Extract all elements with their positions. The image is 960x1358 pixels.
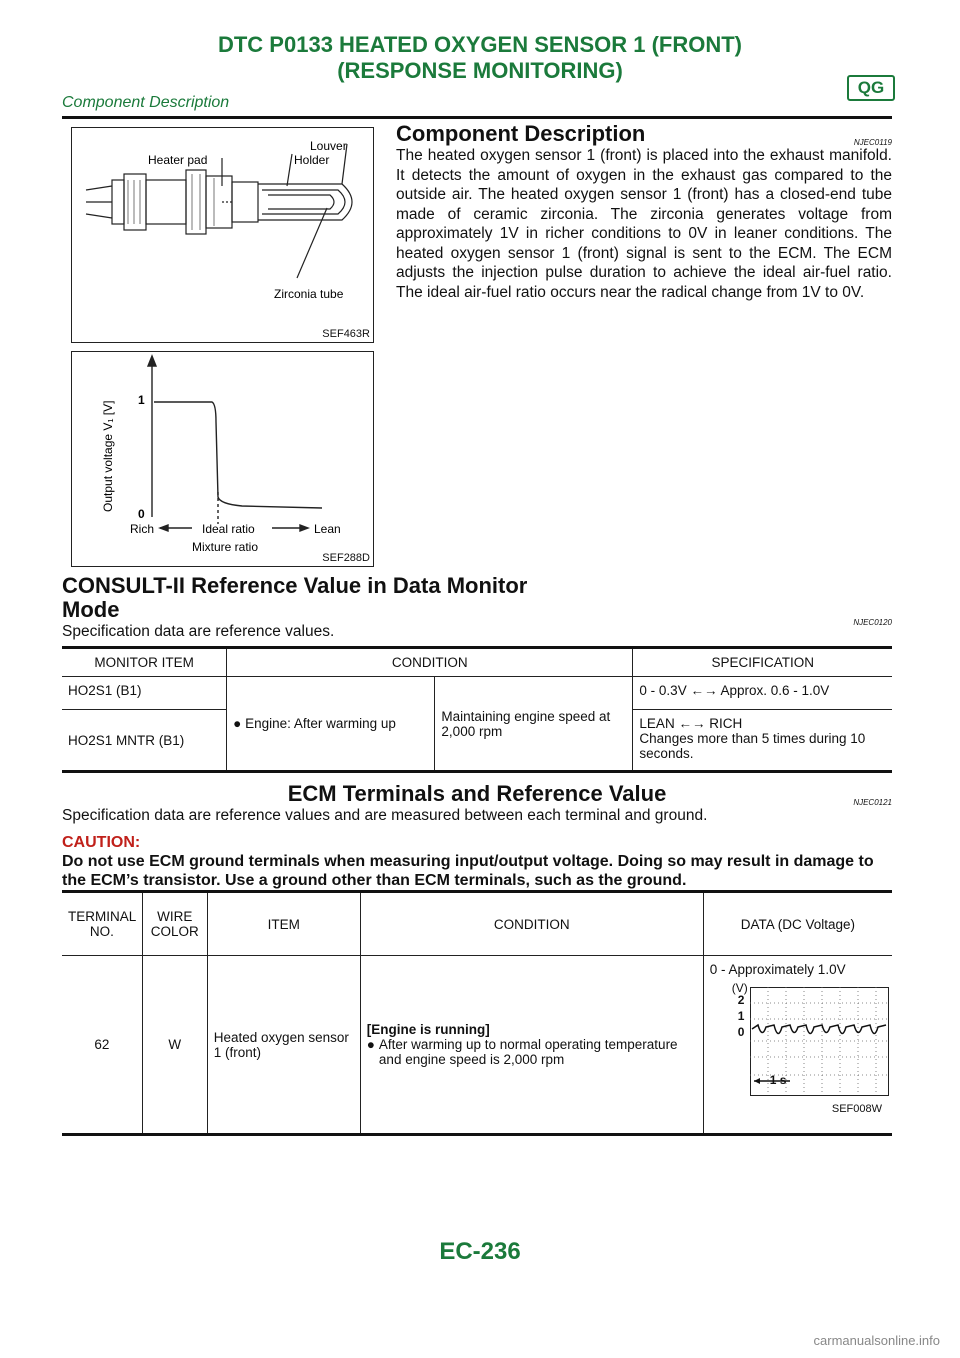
condition-warmup-text: Engine: After warming up xyxy=(245,716,396,731)
table-row xyxy=(62,677,892,710)
caution-title: CAUTION: xyxy=(62,833,141,851)
sensor-diagram xyxy=(72,128,373,342)
condition-bullet: ● After warming up to normal operating temperature and engine speed is 2,000 rpm xyxy=(367,1037,697,1067)
col-monitor-item: MONITOR ITEM xyxy=(62,648,227,677)
x-axis-label: Mixture ratio xyxy=(192,540,259,554)
table-header-row xyxy=(62,892,892,956)
y-tick-0: 0 xyxy=(138,507,145,521)
col-data: DATA (DC Voltage) xyxy=(703,892,892,956)
col-specification: SPECIFICATION xyxy=(633,648,892,677)
data-value: 0 - Approximately 1.0V xyxy=(709,962,846,977)
section2-code: NJEC0120 xyxy=(853,618,892,627)
header-title-line1: DTC P0133 HEATED OXYGEN SENSOR 1 (FRONT) xyxy=(217,32,742,57)
section-badge: QG xyxy=(847,75,895,101)
item-name: Heated oxygen sensor 1 (front) xyxy=(207,956,360,1135)
section3-heading: ECM Terminals and Reference Value xyxy=(287,781,667,806)
x-label-ideal: Ideal ratio xyxy=(202,522,255,536)
header-subtitle: Component Description xyxy=(62,94,230,111)
output-voltage-graph xyxy=(72,352,373,566)
condition-warmup: ● Engine: After warming up xyxy=(227,677,435,772)
page-header-title xyxy=(80,32,880,84)
section2-intro: Specification data are reference values. xyxy=(62,623,335,640)
scope-tick-1: 1 xyxy=(737,1009,745,1023)
label-zirconia-tube: Zirconia tube xyxy=(274,287,344,301)
label-louver: Louver xyxy=(310,139,347,153)
monitor-item-ho2s1-mntr: HO2S1 MNTR (B1) xyxy=(62,710,227,772)
oscilloscope-waveform xyxy=(710,981,886,1115)
scope-caption: SEF008W xyxy=(831,1103,882,1115)
section1-code: NJEC0119 xyxy=(853,138,892,147)
header-rule xyxy=(62,116,892,119)
wire-color: W xyxy=(142,956,207,1135)
section2-heading xyxy=(62,574,892,622)
data-cell xyxy=(703,956,892,1135)
terminal-no: 62 xyxy=(62,956,142,1135)
col-condition: CONDITION xyxy=(360,892,703,956)
scope-unit: (V) xyxy=(731,981,748,995)
ecm-terminal-table xyxy=(62,890,892,1136)
section1-heading: Component Description xyxy=(396,121,646,146)
table-row xyxy=(62,956,892,1135)
section2-heading-line1: CONSULT-II Reference Value in Data Monitor xyxy=(62,573,528,598)
col-terminal-no: TERMINAL NO. xyxy=(62,892,142,956)
consult-section xyxy=(62,574,892,642)
spec-ho2s1-mntr-line2: Changes more than 5 times during 10 seconds. xyxy=(639,731,866,761)
spec-ho2s1: 0 - 0.3V ←→ Approx. 0.6 - 1.0V xyxy=(633,677,892,710)
table-header-row xyxy=(62,648,892,677)
sensor-cross-section-figure xyxy=(71,127,374,343)
y-tick-1: 1 xyxy=(138,393,145,407)
site-watermark: carmanualsonline.info xyxy=(813,1333,940,1348)
caution-text: Do not use ECM ground terminals when measuring input/output voltage. Doing so may result in damage to the ECM’s transistor. Use a ground other than ECM terminals, such as the ground. xyxy=(62,852,874,889)
section1-text: The heated oxygen sensor 1 (front) is placed into the exhaust manifold. It detects the amount of oxygen in the exhaust gas compared to the outside air. The heated oxygen sensor 1 (front) has a closed-end tube made of ceramic zirconia. The zirconia generates voltage from approximately 1V in richer conditions to 0V in leaner conditions. The heated oxygen sensor 1 (front) signal is sent to the ECM. The ECM adjusts the injection pulse duration to achieve the ideal air-fuel ratio. The ideal air-fuel ratio occurs near the radical change from 1V to 0V. xyxy=(396,147,892,301)
label-holder: Holder xyxy=(294,153,330,167)
condition-title: [Engine is running] xyxy=(366,1022,490,1037)
page-number: EC-236 xyxy=(439,1238,521,1265)
x-label-rich: Rich xyxy=(130,522,155,536)
col-wire-color: WIRE COLOR xyxy=(142,892,207,956)
spec-ho2s1-mntr xyxy=(633,710,892,772)
condition-engine-speed: Maintaining engine speed at 2,000 rpm xyxy=(435,677,633,772)
ecm-terminals-section xyxy=(62,782,892,890)
scope-time: 1 s xyxy=(769,1073,787,1087)
header-title-line2: (RESPONSE MONITORING) xyxy=(337,58,623,83)
section2-heading-line2: Mode xyxy=(62,597,120,622)
figure2-caption: SEF288D xyxy=(322,552,370,564)
monitor-item-ho2s1: HO2S1 (B1) xyxy=(62,677,227,710)
col-item: ITEM xyxy=(207,892,360,956)
consult-table xyxy=(62,646,892,773)
x-label-lean: Lean xyxy=(314,522,341,536)
figure1-caption: SEF463R xyxy=(322,328,370,340)
condition-cell xyxy=(360,956,703,1135)
condition-text: After warming up to normal operating temperature and engine speed is 2,000 rpm xyxy=(378,1037,678,1067)
label-heater-pad: Heater pad xyxy=(148,153,208,167)
scope-tick-0: 0 xyxy=(737,1025,745,1039)
voltage-axis-label: Output voltage V₁ [V] xyxy=(101,400,115,512)
section3-intro: Specification data are reference values and are measured between each terminal and ground. xyxy=(62,807,708,824)
output-voltage-figure xyxy=(71,351,374,567)
scope-tick-2: 2 xyxy=(737,993,745,1007)
spec-ho2s1-mntr-line1: LEAN ←→ RICH xyxy=(639,716,743,731)
col-condition: CONDITION xyxy=(227,648,633,677)
section3-code: NJEC0121 xyxy=(853,798,892,807)
component-description-section xyxy=(396,122,892,302)
